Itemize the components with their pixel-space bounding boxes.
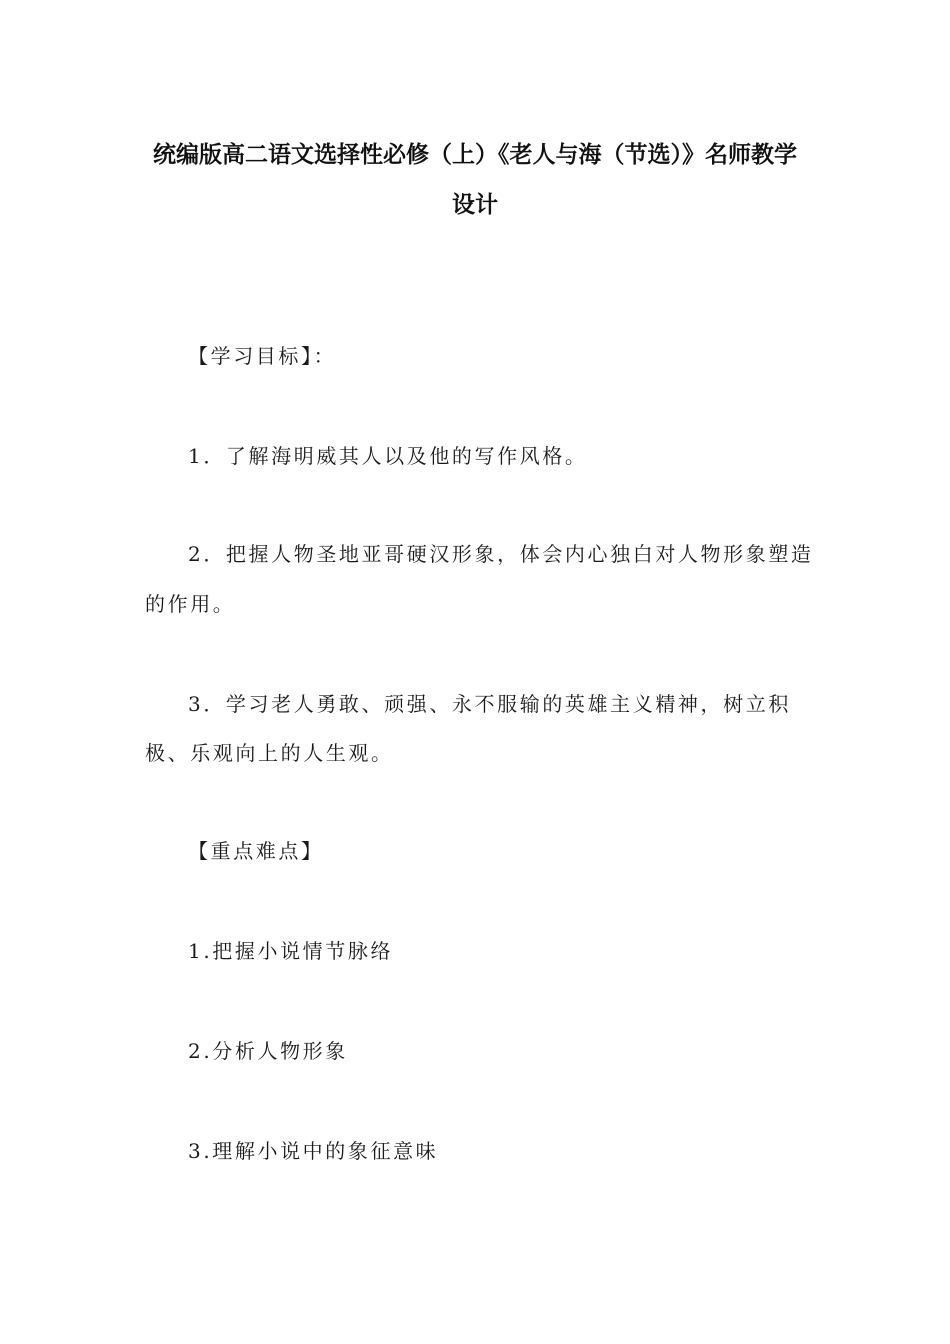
keypoint-2: 2.分析人物形象	[188, 1039, 348, 1063]
keypoint-1: 1.把握小说情节脉络	[188, 939, 394, 963]
objectives-heading: 【学习目标】：	[188, 344, 337, 368]
objective-1: 1．了解海明威其人以及他的写作风格。	[188, 444, 588, 468]
objective-3-line-1: 3．学习老人勇敢、顽强、永不服输的英雄主义精神，树立积	[188, 692, 791, 716]
document-title-line-2: 设计	[452, 192, 498, 218]
keypoint-3: 3.理解小说中的象征意味	[188, 1139, 439, 1163]
objective-3-line-2: 极、乐观向上的人生观。	[145, 741, 394, 765]
keypoints-heading: 【重点难点】	[188, 839, 324, 863]
objective-2-line-1: 2．把握人物圣地亚哥硬汉形象，体会内心独白对人物形象塑造	[188, 542, 814, 566]
objective-2-line-2: 的作用。	[145, 592, 236, 616]
document-title-line-1: 统编版高二语文选择性必修（上）《老人与海（节选）》名师教学	[153, 142, 797, 168]
